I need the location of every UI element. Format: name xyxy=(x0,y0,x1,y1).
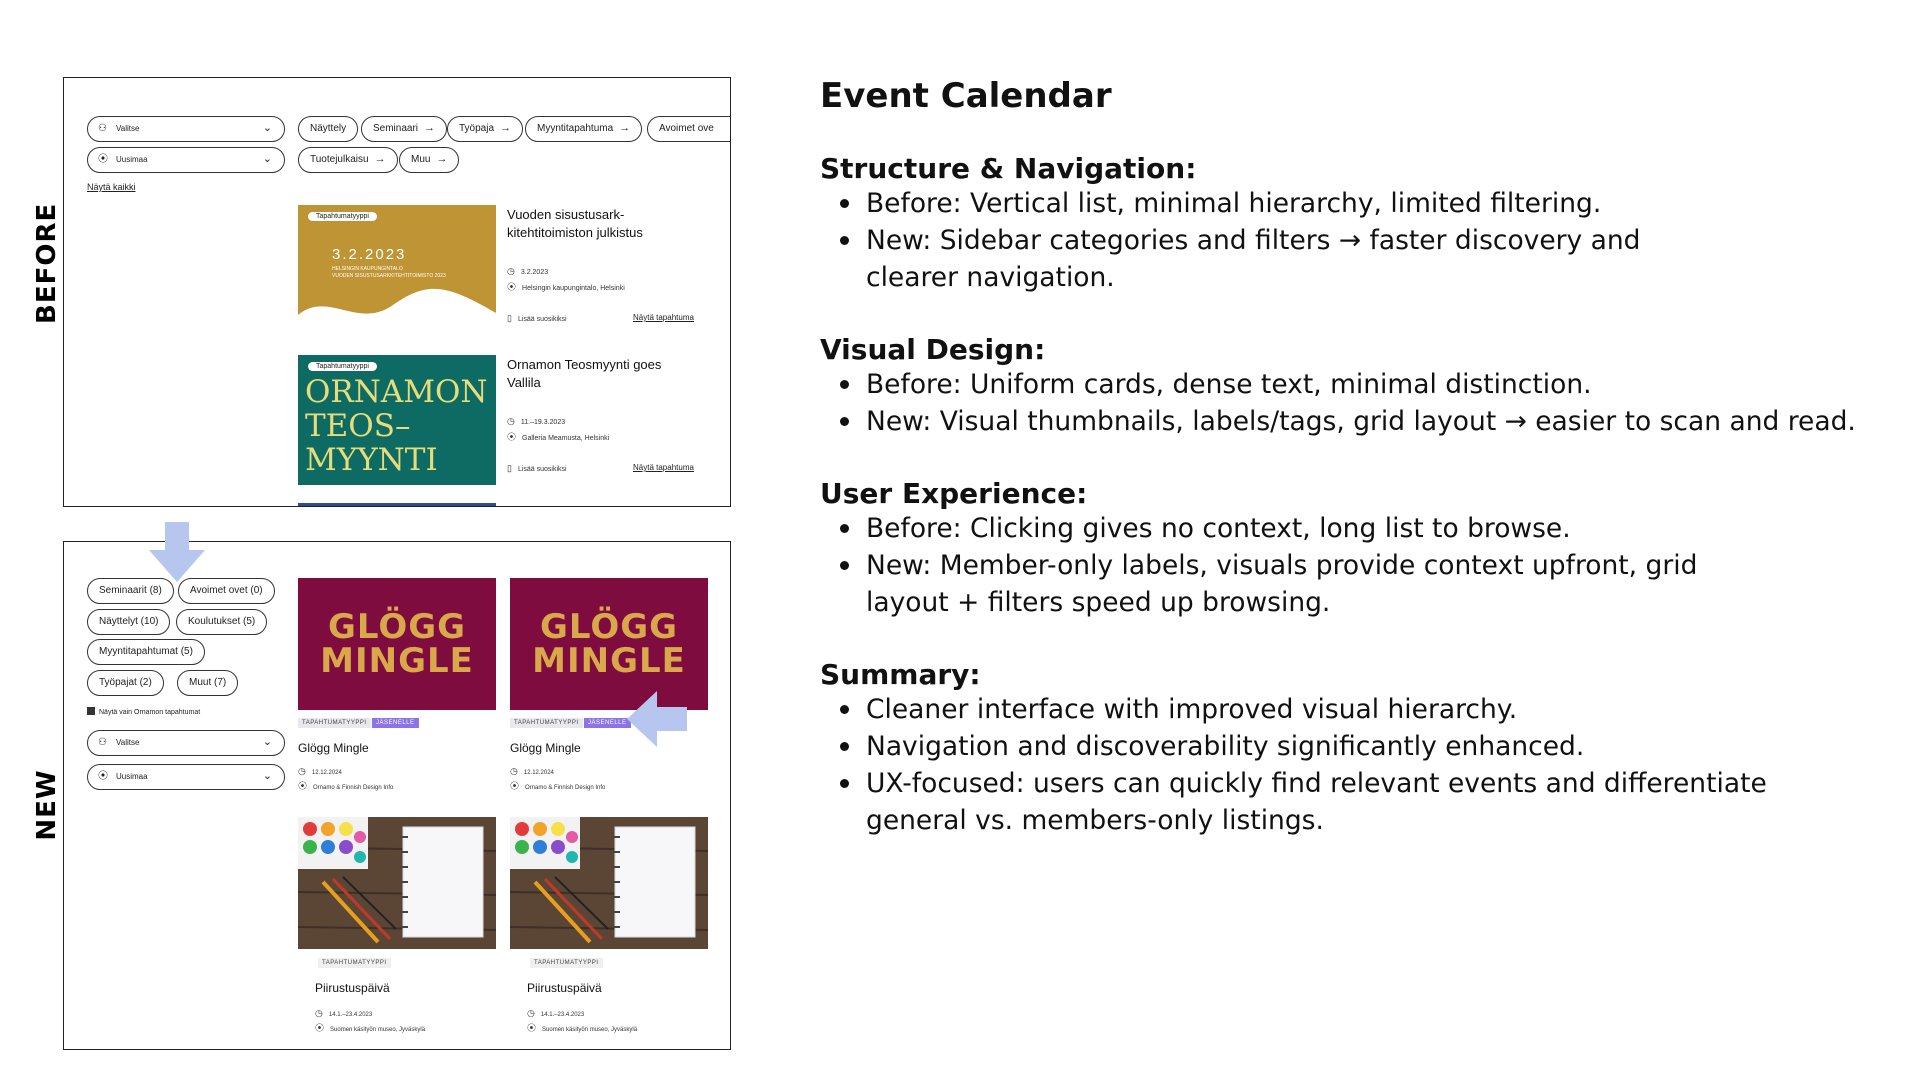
chip-tyopajat[interactable]: Työpajat (2) xyxy=(87,670,164,696)
chip-myyntitapahtumat[interactable]: Myyntitapahtumat (5) xyxy=(87,639,205,665)
location-pin-icon: ⦿ xyxy=(98,154,108,165)
image-line-3: MYYNTI xyxy=(305,442,438,478)
card-title[interactable]: Glögg Mingle xyxy=(510,741,581,755)
new-label: NEW xyxy=(32,769,62,841)
location-pin-icon: ⦿ xyxy=(527,1023,537,1033)
arrow-right-icon: → xyxy=(500,122,512,134)
chip-avoimet-ovet[interactable]: Avoimet ove xyxy=(647,116,731,142)
event-type-badge: TAPAHTUMATYYPPI xyxy=(318,958,391,968)
image-line-2: TEOS– xyxy=(305,408,411,444)
location-pin-icon: ⦿ xyxy=(510,781,520,791)
chevron-down-icon: ⌄ xyxy=(262,736,272,748)
card-image-paints[interactable] xyxy=(510,817,708,949)
bookmark-icon: ▯ xyxy=(507,313,512,323)
before-select-location[interactable]: ⦿ Uusimaa ⌄ xyxy=(87,147,285,173)
show-event-link[interactable]: Näytä tapahtuma xyxy=(633,313,694,322)
list-item: New: Visual thumbnails, labels/tags, grid layout → easier to scan and read. xyxy=(820,403,1900,440)
clock-icon: ◷ xyxy=(510,766,518,776)
card-place: ⦿ Ornamo & Finnish Design Info xyxy=(298,781,394,791)
location-pin-icon: ⦿ xyxy=(98,771,108,782)
watercolor-notebook-image xyxy=(298,817,496,949)
card-title[interactable]: Piirustuspäivä xyxy=(527,981,602,995)
chip-myyntitapahtuma[interactable]: Myyntitapahtuma → xyxy=(525,116,642,142)
show-all-link[interactable]: Näytä kaikki xyxy=(87,182,136,192)
card-image-glogg-mingle[interactable]: GLÖGG MINGLE xyxy=(298,578,496,710)
list-item: New: Member-only labels, visuals provide context upfront, grid layout + filters speed up browsing. xyxy=(820,547,1780,621)
new-select-person[interactable]: ⚇ Valitse ⌄ xyxy=(87,730,285,756)
event-type-tag: Tapahtumatyyppi xyxy=(308,212,377,221)
card-title[interactable]: Piirustuspäivä xyxy=(315,981,390,995)
location-pin-icon: ⦿ xyxy=(298,781,308,791)
card-date: ◷ 12.12.2024 xyxy=(510,766,554,776)
event-image-teosmyynti[interactable] xyxy=(298,355,496,485)
event-place: ⦿ Galleria Meamusta, Helsinki xyxy=(507,432,610,442)
event-date: ◷ 3.2.2023 xyxy=(507,266,549,276)
event-date: ◷ 11.–19.3.2023 xyxy=(507,416,566,426)
list-item: Navigation and discoverability significantly enhanced. xyxy=(820,728,1900,765)
show-event-link[interactable]: Näytä tapahtuma xyxy=(633,463,694,472)
event-type-badge: TAPAHTUMATYYPPI xyxy=(530,958,603,968)
chip-nayttelyt[interactable]: Näyttelyt (10) xyxy=(87,609,170,635)
watercolor-notebook-image xyxy=(510,817,708,949)
arrow-right-icon: → xyxy=(424,122,436,134)
location-pin-icon: ⦿ xyxy=(315,1023,325,1033)
summary-text xyxy=(820,76,1900,839)
list-item: UX-focused: users can quickly find relevant events and differentiate general vs. members-only listings. xyxy=(820,765,1780,839)
left-arrow-icon xyxy=(627,691,687,747)
chip-muut[interactable]: Muut (7) xyxy=(177,670,238,696)
bookmark-icon: ▯ xyxy=(507,463,512,473)
card-place: ⦿ Ornamo & Finnish Design Info xyxy=(510,781,606,791)
clock-icon: ◷ xyxy=(507,266,515,276)
new-select-location[interactable]: ⦿ Uusimaa ⌄ xyxy=(87,764,285,790)
person-icon: ⚇ xyxy=(98,737,107,748)
location-pin-icon: ⦿ xyxy=(507,432,517,442)
image-line-1: ORNAMON xyxy=(305,374,488,410)
card-place: ⦿ Suomen käsityön museo, Jyväskylä xyxy=(527,1023,638,1033)
section-heading: User Experience: xyxy=(820,477,1088,510)
clock-icon: ◷ xyxy=(507,416,515,426)
card-title[interactable]: Glögg Mingle xyxy=(298,741,369,755)
card-date: ◷ 14.1.–23.4.2023 xyxy=(315,1008,373,1018)
clock-icon: ◷ xyxy=(527,1008,535,1018)
favorite-button[interactable]: ▯ Lisää suosikiksi xyxy=(507,313,567,323)
card-image-glogg-mingle[interactable]: GLÖGG MINGLE xyxy=(510,578,708,710)
event-type-badge: TAPAHTUMATYYPPI xyxy=(510,718,583,728)
event-title[interactable]: Ornamon Teosmyynti goes Vallila xyxy=(507,357,662,390)
before-select-person[interactable]: ⚇ Valitse ⌄ xyxy=(87,116,285,142)
event-image-sisustus[interactable] xyxy=(298,205,496,323)
chip-nayttely[interactable]: Näyttely xyxy=(298,116,358,142)
card-date: ◷ 14.1.–23.4.2023 xyxy=(527,1008,585,1018)
event-place: ⦿ Helsingin kaupungintalo, Helsinki xyxy=(507,282,625,292)
chip-seminaarit[interactable]: Seminaarit (8) xyxy=(87,578,174,604)
list-item: Before: Vertical list, minimal hierarchy, limited filtering. xyxy=(820,185,1900,222)
image-date: 3.2.2023 xyxy=(332,246,407,263)
clock-icon: ◷ xyxy=(298,766,306,776)
ornamo-only-checkbox[interactable]: Näytä vain Ornamon tapahtumat xyxy=(87,707,200,716)
section-list xyxy=(820,691,1900,839)
section-heading: Visual Design: xyxy=(820,333,1046,366)
person-icon: ⚇ xyxy=(98,123,107,134)
next-card-edge xyxy=(298,503,496,507)
member-badge: JÄSENELLE xyxy=(372,718,419,728)
page-title: Event Calendar xyxy=(820,76,1112,116)
down-arrow-icon xyxy=(149,522,205,582)
card-image-paints[interactable] xyxy=(298,817,496,949)
new-screenshot xyxy=(63,541,731,1050)
list-item: Cleaner interface with improved visual hierarchy. xyxy=(820,691,1900,728)
chevron-down-icon: ⌄ xyxy=(262,153,272,165)
card-date: ◷ 12.12.2024 xyxy=(298,766,342,776)
section-list xyxy=(820,185,1900,296)
section-heading: Structure & Navigation: xyxy=(820,152,1197,185)
card-place: ⦿ Suomen käsityön museo, Jyväskylä xyxy=(315,1023,426,1033)
chip-koulutukset[interactable]: Koulutukset (5) xyxy=(176,609,267,635)
event-title[interactable]: Vuoden sisustusark- kitehtitoimiston julkistus xyxy=(507,207,643,240)
chip-avoimet-ovet[interactable]: Avoimet ovet (0) xyxy=(178,578,275,604)
wave-shape xyxy=(298,205,496,323)
list-item: New: Sidebar categories and filters → faster discovery and clearer navigation. xyxy=(820,222,1720,296)
location-pin-icon: ⦿ xyxy=(507,282,517,292)
arrow-right-icon: → xyxy=(619,122,631,134)
list-item: Before: Uniform cards, dense text, minimal distinction. xyxy=(820,366,1900,403)
arrow-right-icon: → xyxy=(436,153,448,165)
before-label: BEFORE xyxy=(32,202,62,324)
favorite-button[interactable]: ▯ Lisää suosikiksi xyxy=(507,463,567,473)
before-screenshot xyxy=(63,77,731,507)
chip-tyopaja[interactable]: Työpaja → xyxy=(447,116,523,142)
chip-seminaari[interactable]: Seminaari → xyxy=(361,116,447,142)
chevron-down-icon: ⌄ xyxy=(262,122,272,134)
chip-tuotejulkaisu[interactable]: Tuotejulkaisu → xyxy=(298,147,398,173)
section-list xyxy=(820,510,1900,621)
member-badge: JÄSENELLE xyxy=(584,718,631,728)
checkbox-icon xyxy=(87,707,95,715)
section-heading: Summary: xyxy=(820,658,981,691)
chevron-down-icon: ⌄ xyxy=(262,770,272,782)
chip-muu[interactable]: Muu → xyxy=(399,147,459,173)
image-subtitle: HELSINGIN KAUPUNGINTALO VUODEN SISUSTUSARKKITEHTITOIMISTO 2023 xyxy=(332,266,446,279)
event-type-tag: Tapahtumatyyppi xyxy=(308,362,377,371)
event-type-badge: TAPAHTUMATYYPPI xyxy=(298,718,371,728)
arrow-right-icon: → xyxy=(374,153,386,165)
list-item: Before: Clicking gives no context, long list to browse. xyxy=(820,510,1900,547)
section-list xyxy=(820,366,1900,440)
clock-icon: ◷ xyxy=(315,1008,323,1018)
